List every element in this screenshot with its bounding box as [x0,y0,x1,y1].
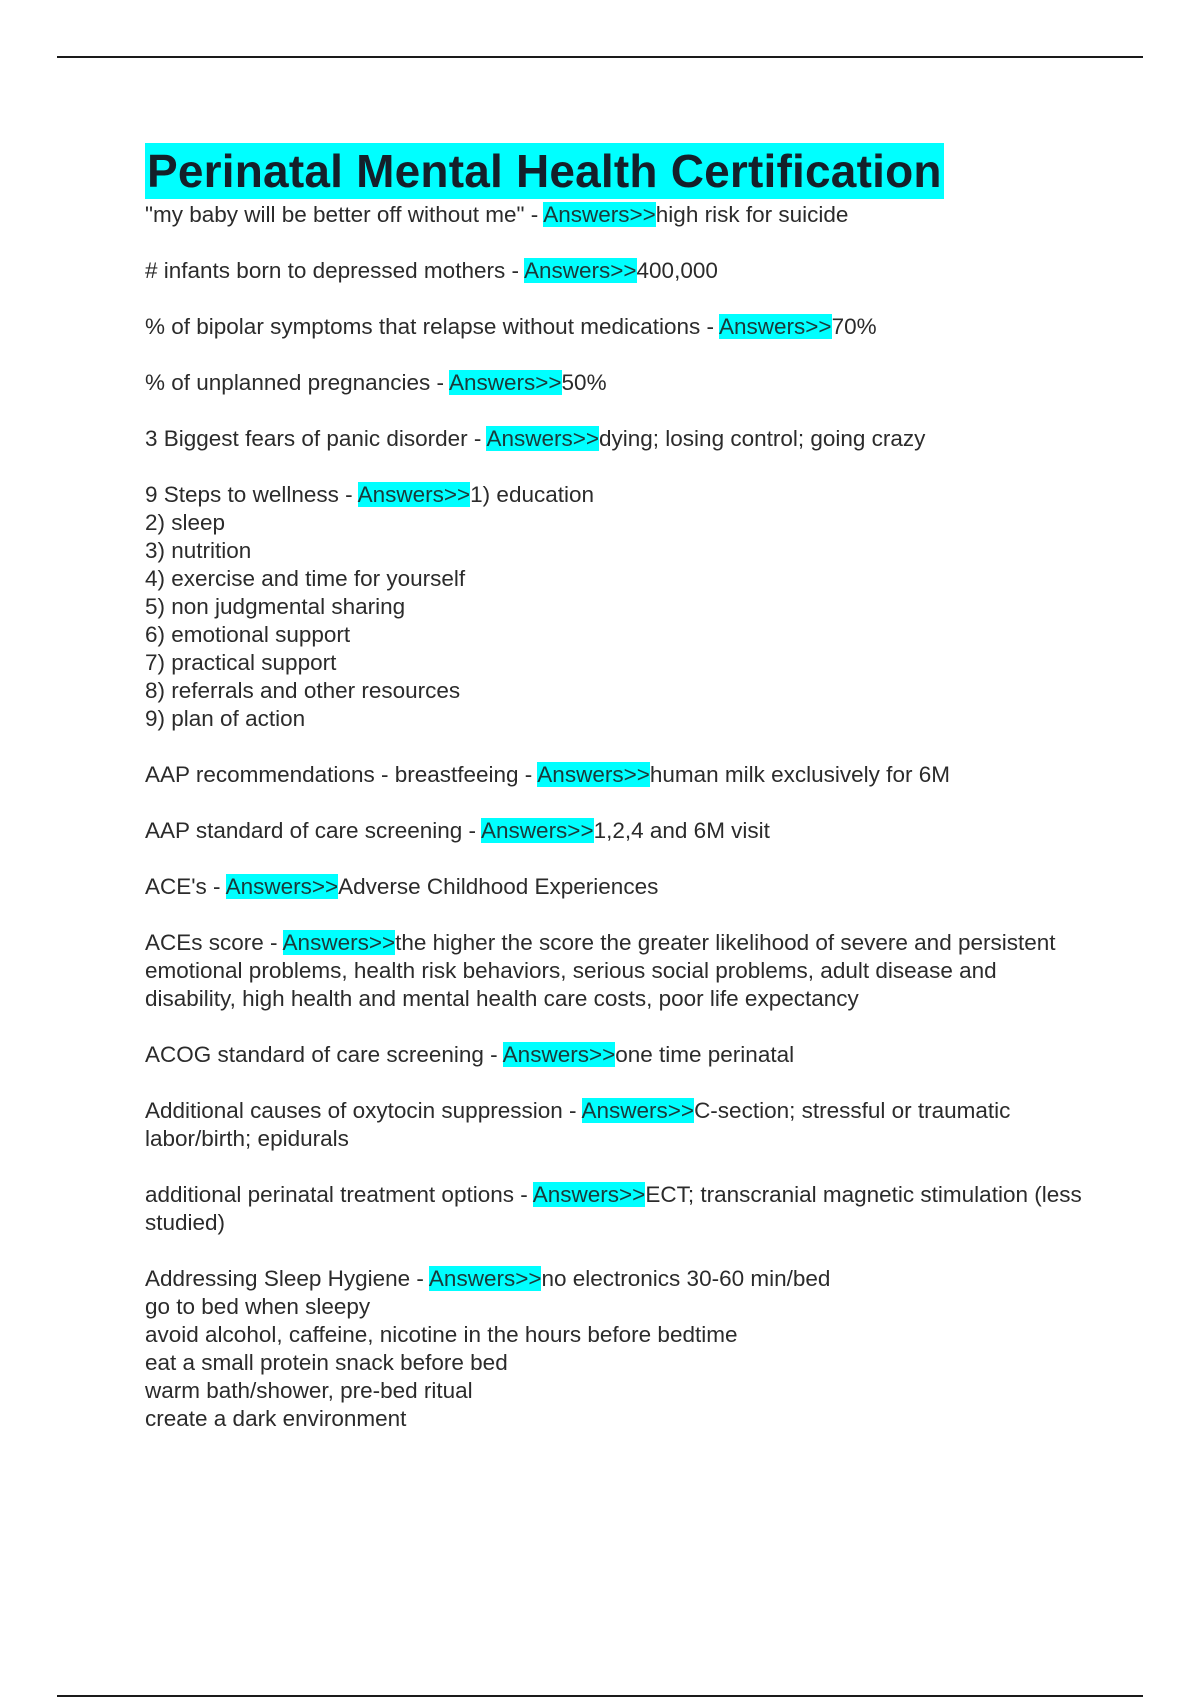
flashcard-entry [145,761,1085,789]
entry-answer-line: avoid alcohol, caffeine, nicotine in the hours before bedtime [145,1322,738,1347]
entry-answer-line: 2) sleep [145,510,226,535]
entry-first-line [145,761,1085,789]
entry-first-line [145,929,1085,1013]
footer-rule [57,1695,1143,1697]
entry-first-line [145,1181,1085,1237]
entry-answer-line: go to bed when sleepy [145,1294,371,1319]
answer-marker: Answers>> [282,930,396,955]
flashcard-entry [145,313,1085,341]
answer-marker: Answers>> [481,818,594,843]
entry-answer-line: 4) exercise and time for yourself [145,566,466,591]
entry-first-line [145,257,1085,285]
entry-question: ACOG standard of care screening - [145,1042,503,1067]
entry-answer: the higher the score the greater likelihood of severe and persistent emotional problems, health risk behaviors, serious social problems, adult disease and disability, high health and mental health care costs, poor life expectancy [145,930,1056,1011]
entry-answer: 1) education [470,482,595,507]
entry-first-line [145,873,1085,901]
entry-first-line [145,369,1085,397]
entry-question: % of bipolar symptoms that relapse without medications - [145,314,720,339]
answer-marker: Answers>> [448,370,562,395]
flashcard-list [145,201,1085,1433]
entry-question: "my baby will be better off without me" - [145,202,544,227]
entry-question: 3 Biggest fears of panic disorder - [145,426,487,451]
entry-first-line [145,1041,1085,1069]
entry-answer: Adverse Childhood Experiences [338,874,659,899]
entry-answer-line: 9) plan of action [145,706,306,731]
document-title: Perinatal Mental Health Certification [147,145,942,197]
header-rule [57,56,1143,58]
entry-question: AAP recommendations - breastfeeing - [145,762,538,787]
entry-question: Additional causes of oxytocin suppression - [145,1098,582,1123]
flashcard-entry [145,425,1085,453]
entry-answer-line: 5) non judgmental sharing [145,594,406,619]
entry-answer: no electronics 30-60 min/bed [541,1266,831,1291]
answer-marker: Answers>> [225,874,339,899]
entry-answer: 1,2,4 and 6M visit [593,818,770,843]
entry-question: ACE's - [145,874,226,899]
flashcard-entry [145,1265,1085,1433]
entry-question: ACEs score - [145,930,283,955]
entry-first-line [145,1097,1085,1153]
flashcard-entry [145,369,1085,397]
entry-question: % of unplanned pregnancies - [145,370,449,395]
entry-answer: C-section; stressful or traumatic labor/birth; epidurals [145,1098,1011,1151]
entry-first-line [145,313,1085,341]
entry-answer: human milk exclusively for 6M [649,762,950,787]
entry-question: Addressing Sleep Hygiene - [145,1266,429,1291]
entry-answer-line: warm bath/shower, pre-bed ritual [145,1378,473,1403]
answer-marker: Answers>> [581,1098,695,1123]
entry-answer: high risk for suicide [655,202,849,227]
answer-marker: Answers>> [537,762,650,787]
entry-first-line [145,1265,1085,1293]
entry-question: additional perinatal treatment options - [145,1182,533,1207]
entry-first-line [145,817,1085,845]
flashcard-entry [145,873,1085,901]
entry-answer: 50% [561,370,607,395]
answer-marker: Answers>> [486,426,599,451]
entry-answer: 70% [831,314,877,339]
entry-answer-line: 7) practical support [145,650,337,675]
answer-marker: Answers>> [719,314,832,339]
entry-answer: one time perinatal [615,1042,795,1067]
flashcard-entry [145,481,1085,733]
entry-first-line [145,481,1085,509]
entry-answer-line: 6) emotional support [145,622,351,647]
entry-answer: ECT; transcranial magnetic stimulation (less studied) [145,1182,1082,1235]
flashcard-entry [145,929,1085,1013]
flashcard-entry [145,817,1085,845]
entry-answer-line: eat a small protein snack before bed [145,1350,508,1375]
entry-answer: dying; losing control; going crazy [599,426,926,451]
entry-question: AAP standard of care screening - [145,818,482,843]
flashcard-entry [145,257,1085,285]
answer-marker: Answers>> [502,1042,616,1067]
answer-marker: Answers>> [532,1182,646,1207]
entry-first-line [145,201,1085,229]
entry-question: 9 Steps to wellness - [145,482,358,507]
answer-marker: Answers>> [523,258,637,283]
flashcard-entry [145,1097,1085,1153]
answer-marker: Answers>> [428,1266,542,1291]
answer-marker: Answers>> [543,202,656,227]
entry-first-line [145,425,1085,453]
entry-answer: 400,000 [636,258,718,283]
entry-answer-line: 3) nutrition [145,538,252,563]
entry-answer-line: create a dark environment [145,1406,407,1431]
flashcard-entry [145,1181,1085,1237]
answer-marker: Answers>> [357,482,471,507]
entry-answer-line: 8) referrals and other resources [145,678,461,703]
flashcard-entry [145,201,1085,229]
document-body [145,143,1085,1461]
entry-question: # infants born to depressed mothers - [145,258,524,283]
flashcard-entry [145,1041,1085,1069]
